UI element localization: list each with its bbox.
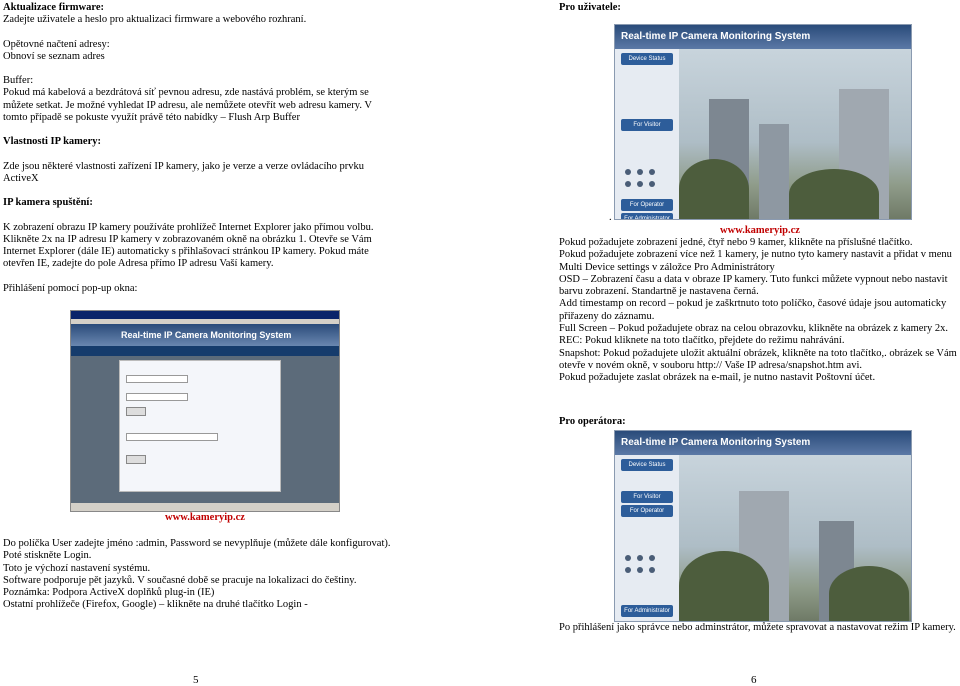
operator-heading: Pro operátora: [559,416,626,427]
camera-header-2: Real-time IP Camera Monitoring System [615,431,911,455]
start-heading: IP kamera spuštění: [3,197,93,209]
login-screenshot [70,310,340,512]
server-push-field [126,433,218,441]
login-button-push [126,455,146,464]
left-bottom-text: Do políčka User zadejte jméno :admin, Password se nevyplňuje (můžete dále konfigurovat). Poté stiskněte Login. Toto je výchozí nastavení systému. Software podporuje pět jazyků. V současné době se pracuje na lokalizaci do češtiny. Poznámka: Podpora ActiveX doplňků plug-in (IE) Ostatní prohlížeče (Firefox, Google) – klikněte na druhé tlačítko Login - [3,538,391,611]
menu-for-administrator: For Administrator [621,213,673,220]
menu-device-status: Device Status [621,53,673,65]
start-text: K zobrazení obrazu IP kamery používáte prohlížeč Internet Explorer jako přímou volbu. Klikněte 2x na IP adresu IP kamery v zobrazovaném okně na obrázku 1. Otevře se Vám Internet Explorer (dále IE) automaticky s přihlašovací stránkou IP kamery. Pokud máte otevřen IE, zadejte do pole Adresa přímo IP adresu Vaší kamery. [3,221,374,270]
user-text: Pokud požadujete zobrazení jedné, čtyř nebo 9 kamer, klikněte na příslušné tlačítko. Pokud požadujete zobrazení více než 1 kamery, je nutno tyto kamery nastavit a přidat v menu Multi Device settings v záložce Pro Administrátory OSD – Zobrazení času a data v obraze IP kamery. Tuto funkci můžete vypnout nebo nastavit barvu zobrazení. Standartně je nastavena černá. Add timestamp on record – pokud je zaškrtnuto toto políčko, časové údaje jsou automaticky přiřazeny do záznamu. Full Screen – Pokud požadujete obraz na celou obrazovku, klikněte na obrázek z kamery 2x. REC: Pokud kliknete na toto tlačítko, přejdete do režimu nahrávání. Snapshot: Pokud požadujete uložit aktuální obrázek, klikněte na toto tlačítko,. obrázek se Vám otevře v novém okně, v souboru http:// Vaše IP adresa/snapshot.htm avi. Pokud požadujete zaslat obrázek na e-mail, je nutno nastavit Poštovní účet. [559,237,957,384]
camera-view-2 [679,455,911,621]
operator-text: Po přihlášení jako správce nebo adminstrátor, můžete spravovat a nastavovat režim IP kamery. [559,622,956,633]
reload-heading: Opětovné načtení adresy: [3,38,110,50]
camera-view [679,49,911,219]
props-text: Zde jsou některé vlastnosti zařízení IP kamery, jako je verze a verze ovládacího prvku ActiveX [3,160,365,184]
page-number-left: 5 [193,674,199,686]
right-watermark: www.kameryip.cz [720,225,800,236]
camera-screenshot-operator [614,430,912,622]
password-field [126,393,188,401]
reload-text: Obnoví se seznam adres [3,50,105,62]
menu-for-operator: For Operator [621,199,673,211]
menu-for-visitor: For Visitor [621,119,673,131]
left-watermark: www.kameryip.cz [165,512,245,523]
firmware-heading: Aktualizace firmware: [3,2,104,13]
user-heading: Pro uživatele: [559,2,621,13]
buffer-heading: Buffer: [3,75,34,87]
camera-header: Real-time IP Camera Monitoring System [615,25,911,49]
menu2-device-status: Device Status [621,459,673,471]
props-heading: Vlastnosti IP kamery: [3,136,101,148]
menu2-for-administrator: For Administrator [621,605,673,617]
dot-mark: . [609,212,612,223]
left-column [3,2,393,295]
buffer-text: Pokud má kabelová a bezdrátová síť pevnou adresu, zde nastává problém, se kterým se můžete setkat. Je možné vyhledat IP adresu, ale nemůžete otevřít web adresu kamery. V tomto případě se pokuste využít právě této nabídky – Flush Arp Buffer [3,87,372,124]
user-field [126,375,188,383]
login-header: Real-time IP Camera Monitoring System [71,324,339,346]
camera-screenshot-user [614,24,912,220]
menu2-for-operator: For Operator [621,505,673,517]
firmware-text: Zadejte uživatele a heslo pro aktualizaci firmware a webového rozhraní. [3,14,307,26]
right-column [559,2,959,14]
login-button-activex [126,407,146,416]
login-panel [119,360,281,492]
menu2-for-visitor: For Visitor [621,491,673,503]
page-number-right: 6 [751,674,757,686]
popup-heading: Přihlášení pomocí pop-up okna: [3,282,138,294]
